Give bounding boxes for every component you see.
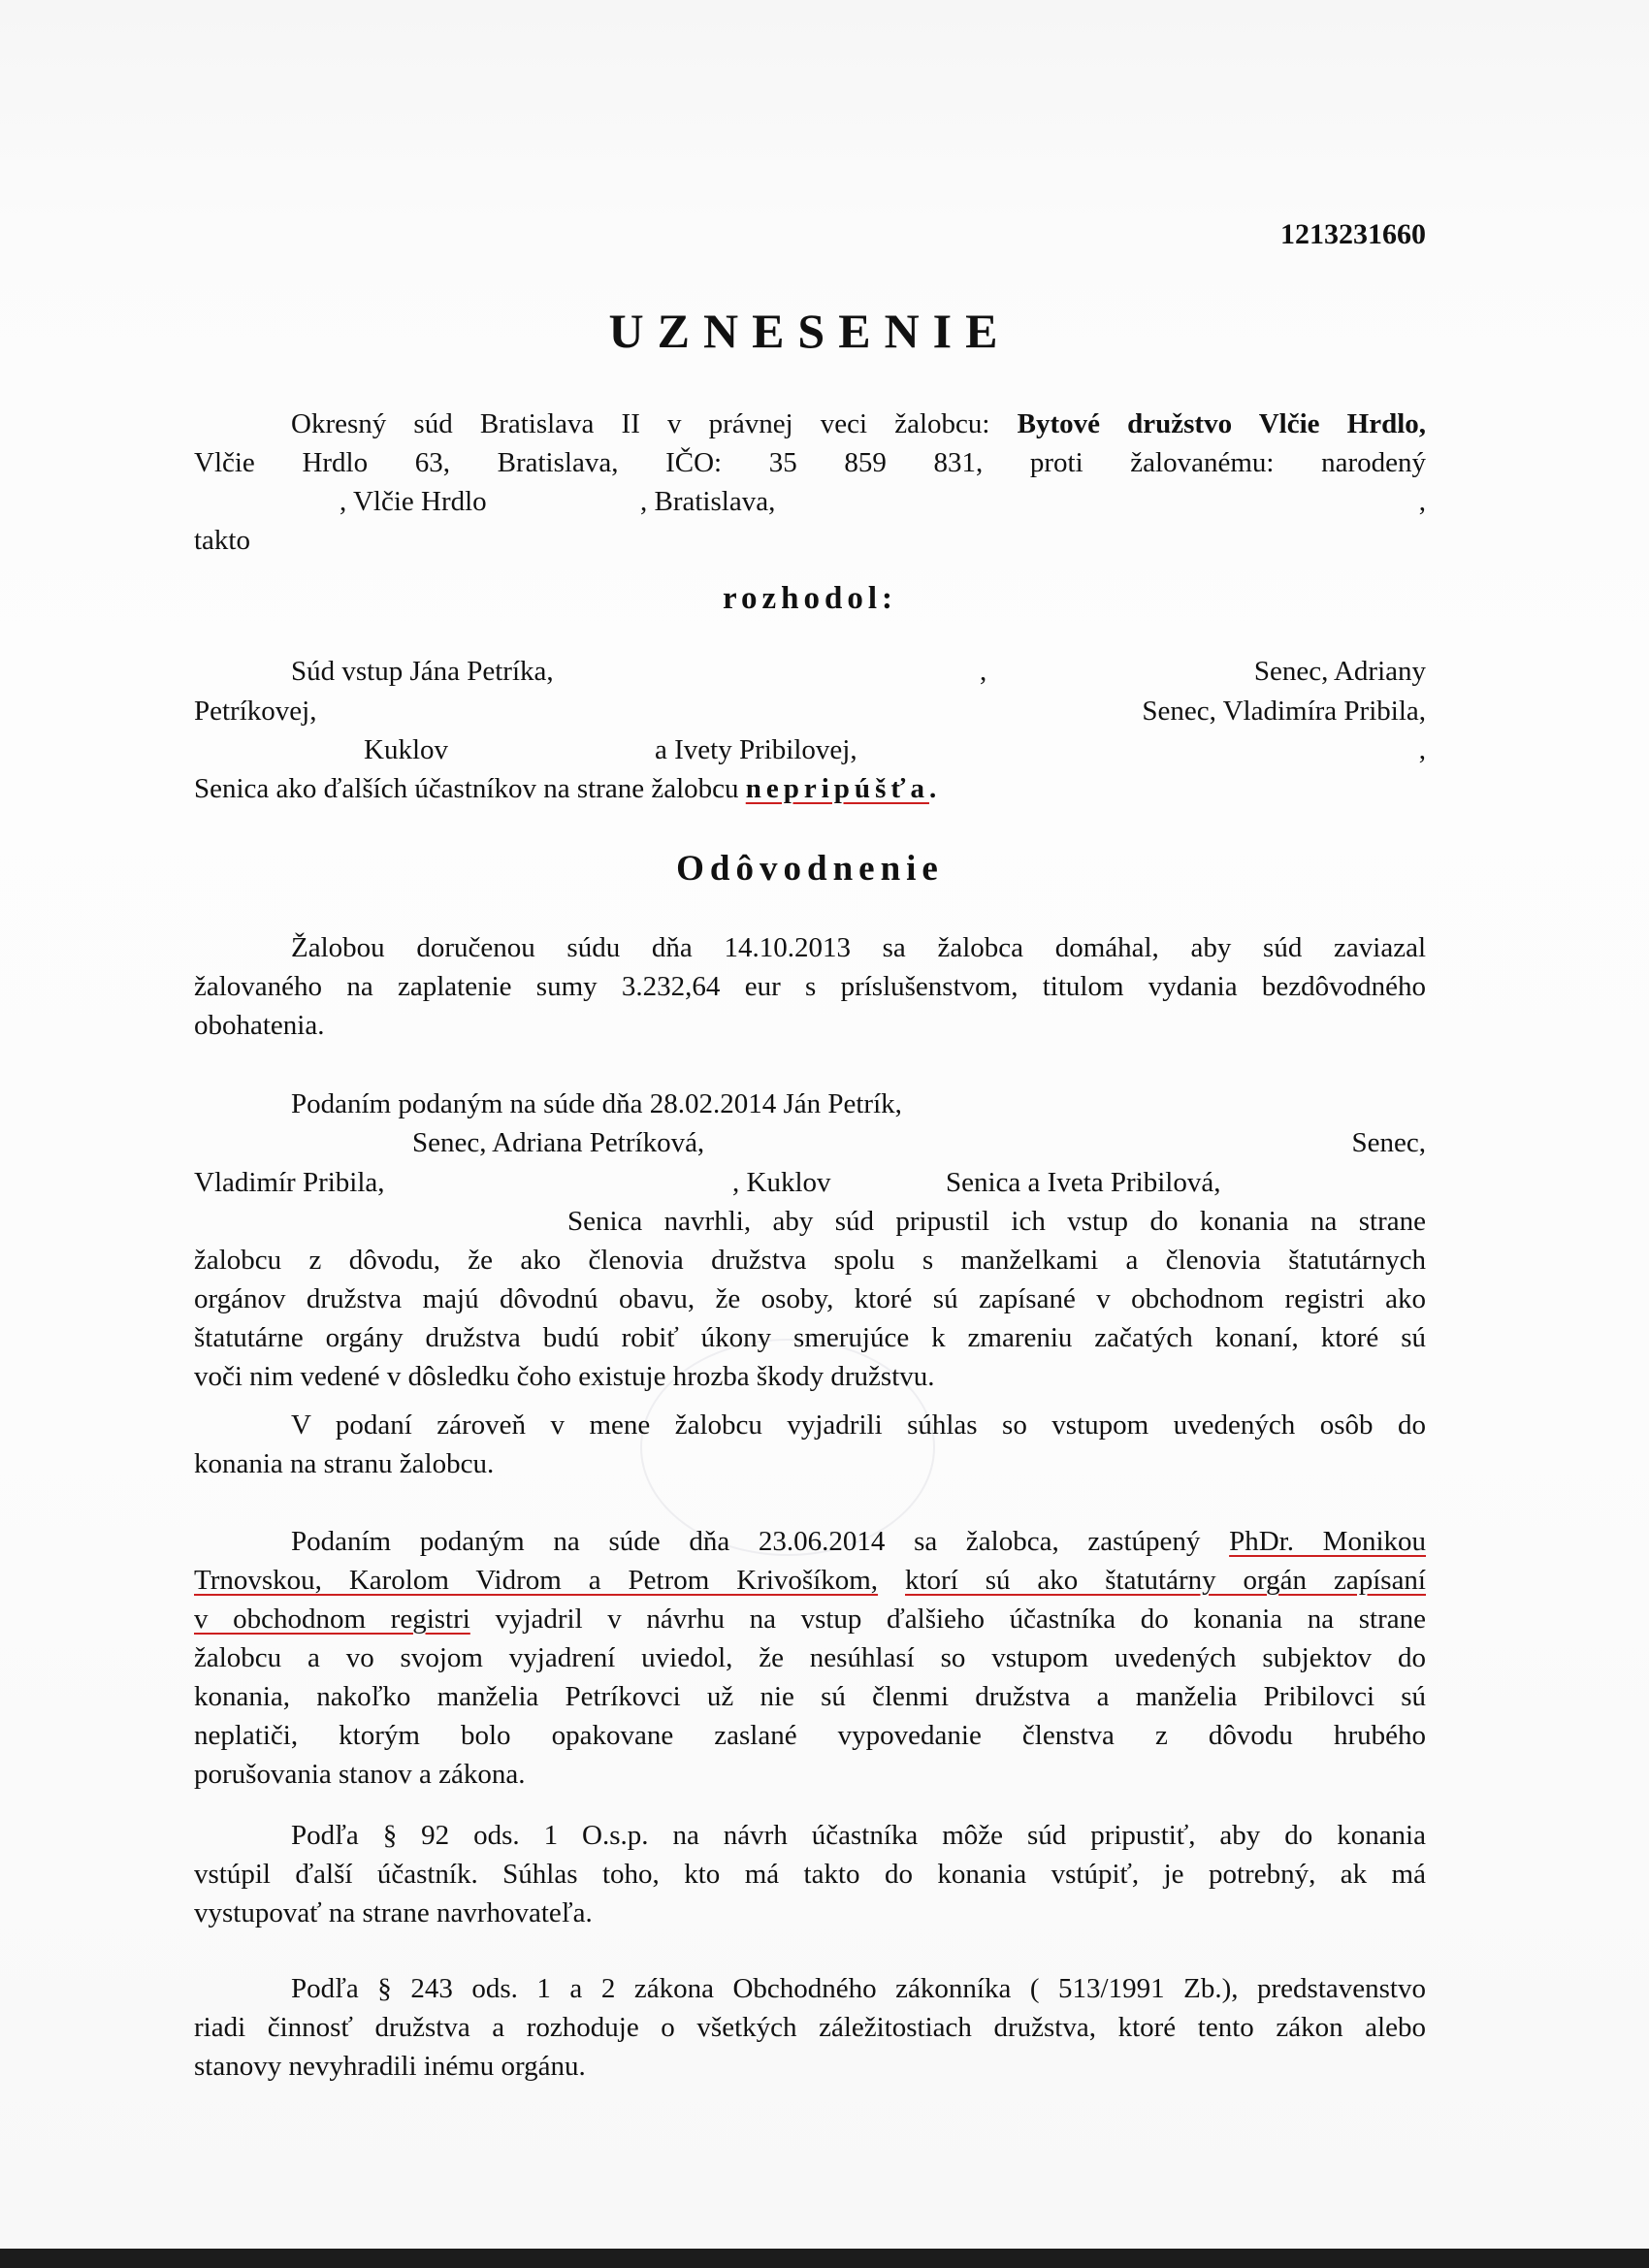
reasoning-heading: Odôvodnenie (676, 849, 944, 889)
p4-line-1: Podaním podaným na súde dňa 23.06.2014 sa žalobca, zastúpený PhDr. Monikou (291, 1526, 1427, 1557)
p4-line-3: v obchodnom registri vyjadril v návrhu na vstup ďalšieho účastníka do konania na strane (194, 1604, 1427, 1635)
underlined-registry: v obchodnom registri (194, 1604, 470, 1635)
p2-line-2: Senec, Adriana Petríková, Senec, (412, 1127, 1426, 1158)
p5-line-2: vstúpil ďalší účastník. Súhlas toho, kto má takto do konania vstúpiť, je potrebný, ak má (194, 1859, 1426, 1890)
p2-line-8: voči nim vedené v dôsledku čoho existuje hrozba škody družstvu. (194, 1361, 935, 1392)
intro-line-2: Vlčie Hrdlo 63, Bratislava, IČO: 35 859 831, proti žalovanému: narodený (194, 447, 1426, 478)
p1-line-1: Žalobou doručenou súdu dňa 14.10.2013 sa žalobca domáhal, aby súd zaviazal (291, 932, 1426, 963)
document-title: UZNESENIE (608, 304, 1012, 358)
underlined-statutory-note: ktorí sú ako štatutárny orgán zapísaní (905, 1565, 1426, 1596)
p4-line-4: žalobcu a vo svojom vyjadrení uviedol, že nesúhlasí so vstupom uvedených subjektov do (194, 1642, 1426, 1673)
p4-line-5: konania, nakoľko manželia Petríkovci už nie sú členmi družstva a manželia Pribilovci sú (194, 1681, 1426, 1712)
p1-line-2: žalovaného na zaplatenie sumy 3.232,64 eur s príslušenstvom, titulom vydania bezdôvodného (194, 971, 1426, 1002)
decision-line-2: Petríkovej, Senec, Vladimíra Pribila, (194, 696, 1426, 727)
p5-line-3: vystupovať na strane navrhovateľa. (194, 1897, 593, 1928)
p4-line-7: porušovania stanov a zákona. (194, 1759, 526, 1790)
decision-line-1: Súd vstup Jána Petríka, , Senec, Adriany (291, 656, 1426, 687)
underlined-representative: PhDr. Monikou (1229, 1526, 1427, 1557)
verdict-word: nepripúšťa (745, 773, 929, 804)
plaintiff-name: Bytové družstvo Vlčie Hrdlo, (1017, 408, 1427, 439)
p5-line-1: Podľa § 92 ods. 1 O.s.p. na návrh účastníka môže súd pripustiť, aby do konania (291, 1820, 1426, 1851)
p3-line-2: konania na stranu žalobcu. (194, 1448, 495, 1479)
scanner-bottom-edge (0, 2249, 1649, 2268)
intro-line-1: Okresný súd Bratislava II v právnej veci žalobcu: Bytové družstvo Vlčie Hrdlo, (291, 408, 1427, 439)
decision-line-4: Senica ako ďalších účastníkov na strane žalobcu nepripúšťa. (194, 773, 937, 804)
p6-line-1: Podľa § 243 ods. 1 a 2 zákona Obchodného zákonníka ( 513/1991 Zb.), predstavenstvo (291, 1973, 1426, 2004)
p2-line-1: Podaním podaným na súde dňa 28.02.2014 Ján Petrík, (291, 1088, 902, 1119)
p4-line-2 (194, 1561, 1426, 1600)
p2-line-7: štatutárne orgány družstva budú robiť úkony smerujúce k zmareniu začatých konaní, ktoré sú (194, 1322, 1426, 1353)
p6-line-3: stanovy nevyhradili inému orgánu. (194, 2051, 586, 2082)
p2-line-6: orgánov družstva majú dôvodnú obavu, že osoby, ktoré sú zapísané v obchodnom registri ako (194, 1283, 1426, 1314)
intro-line-4: takto (194, 525, 250, 556)
p2-line-4: Senica navrhli, aby súd pripustil ich vstup do konania na strane (567, 1206, 1426, 1237)
decision-line-3: Kuklov a Ivety Pribilovej, , (364, 734, 1426, 765)
underlined-representatives: Trnovskou, Karolom Vidrom a Petrom Krivošíkom, (194, 1565, 879, 1596)
p2-line-5: žalobcu z dôvodu, že ako členovia družstva spolu s manželkami a členovia štatutárnych (194, 1245, 1426, 1276)
decided-heading: rozhodol: (722, 581, 898, 616)
p6-line-2: riadi činnosť družstva a rozhoduje o všetkých záležitostiach družstva, ktoré tento zákon alebo (194, 2012, 1426, 2043)
document-number: 1213231660 (1280, 218, 1426, 250)
intro-line-3: , Vlčie Hrdlo , Bratislava, , (340, 486, 1426, 517)
p1-line-3: obohatenia. (194, 1010, 325, 1041)
p3-line-1: V podaní zároveň v mene žalobcu vyjadrili súhlas so vstupom uvedených osôb do (291, 1409, 1426, 1441)
p2-line-3: Vladimír Pribila, , Kuklov Senica a Iveta Pribilová, (194, 1167, 1221, 1198)
p4-line-6: neplatiči, ktorým bolo opakovane zaslané vypovedanie členstva z dôvodu hrubého (194, 1720, 1426, 1751)
